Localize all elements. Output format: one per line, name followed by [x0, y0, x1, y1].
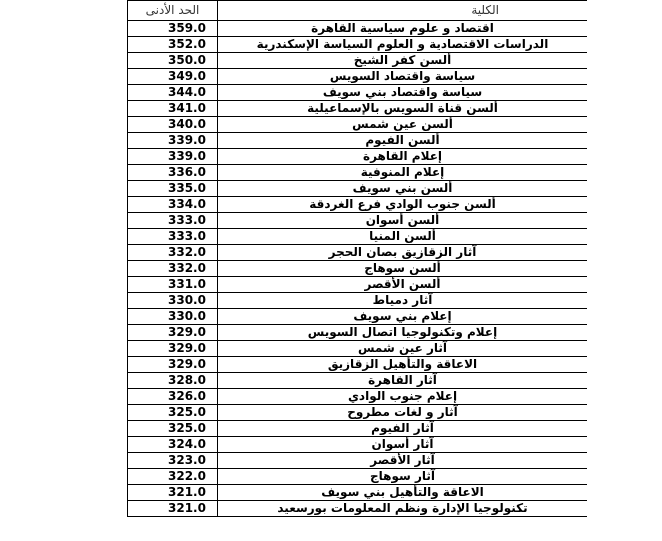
- table-row: [128, 213, 588, 229]
- table-row: [128, 501, 588, 517]
- college-name-cell: سياسة واقتصاد السويس: [218, 69, 588, 85]
- college-name-cell: آثار و لغات مطروح: [218, 405, 588, 421]
- table-row: [128, 277, 588, 293]
- table-row: [128, 53, 588, 69]
- table-row: [128, 437, 588, 453]
- table-row: [128, 101, 588, 117]
- college-name-cell: ألسن كفر الشيخ: [218, 53, 588, 69]
- min-score-cell: 325.0: [128, 421, 218, 437]
- table-body: [128, 21, 588, 517]
- table-row: [128, 405, 588, 421]
- min-score-cell: 329.0: [128, 325, 218, 341]
- min-score-cell: 341.0: [128, 101, 218, 117]
- college-name-cell: ألسن أسوان: [218, 213, 588, 229]
- min-score-cell: 321.0: [128, 501, 218, 517]
- header-college: الكلية: [218, 1, 588, 21]
- table-row: [128, 357, 588, 373]
- table-header-row: [128, 1, 588, 21]
- table-row: [128, 21, 588, 37]
- min-score-cell: 352.0: [128, 37, 218, 53]
- min-score-cell: 359.0: [128, 21, 218, 37]
- min-score-cell: 330.0: [128, 309, 218, 325]
- college-name-cell: ألسن قناة السويس بالإسماعيلية: [218, 101, 588, 117]
- min-score-cell: 334.0: [128, 197, 218, 213]
- college-name-cell: إعلام المنوفية: [218, 165, 588, 181]
- college-name-cell: ألسن بني سويف: [218, 181, 588, 197]
- college-name-cell: ألسن جنوب الوادي فرع الغردقة: [218, 197, 588, 213]
- min-score-cell: 333.0: [128, 213, 218, 229]
- college-name-cell: الاعاقة والتأهيل الزقازيق: [218, 357, 588, 373]
- table-row: [128, 133, 588, 149]
- college-name-cell: إعلام بني سويف: [218, 309, 588, 325]
- college-name-cell: ألسن سوهاج: [218, 261, 588, 277]
- min-score-cell: 350.0: [128, 53, 218, 69]
- header-min-score: الحد الأدنى: [128, 1, 218, 21]
- college-name-cell: ألسن عين شمس: [218, 117, 588, 133]
- table-row: [128, 245, 588, 261]
- table-row: [128, 373, 588, 389]
- table-row: [128, 37, 588, 53]
- table-row: [128, 117, 588, 133]
- table-row: [128, 165, 588, 181]
- college-name-cell: ألسن المنيا: [218, 229, 588, 245]
- college-name-cell: آثار أسوان: [218, 437, 588, 453]
- min-score-cell: 349.0: [128, 69, 218, 85]
- college-name-cell: آثار عين شمس: [218, 341, 588, 357]
- college-name-cell: ألسن الأقصر: [218, 277, 588, 293]
- table-row: [128, 309, 588, 325]
- min-score-cell: 339.0: [128, 149, 218, 165]
- results-sheet: [127, 0, 587, 541]
- min-score-cell: 324.0: [128, 437, 218, 453]
- min-score-cell: 326.0: [128, 389, 218, 405]
- min-score-cell: 322.0: [128, 469, 218, 485]
- college-name-cell: آثار الأقصر: [218, 453, 588, 469]
- college-name-cell: إعلام القاهرة: [218, 149, 588, 165]
- min-score-cell: 329.0: [128, 357, 218, 373]
- college-name-cell: تكنولوجيا الإدارة ونظم المعلومات بورسعيد: [218, 501, 588, 517]
- college-name-cell: إعلام وتكنولوجيا اتصال السويس: [218, 325, 588, 341]
- table-row: [128, 181, 588, 197]
- min-scores-table: [127, 0, 587, 517]
- college-name-cell: آثار القاهرة: [218, 373, 588, 389]
- min-score-cell: 333.0: [128, 229, 218, 245]
- min-score-cell: 332.0: [128, 261, 218, 277]
- min-score-cell: 344.0: [128, 85, 218, 101]
- table-row: [128, 485, 588, 501]
- table-row: [128, 149, 588, 165]
- table-row: [128, 229, 588, 245]
- min-score-cell: 325.0: [128, 405, 218, 421]
- college-name-cell: الاعاقة والتأهيل بني سويف: [218, 485, 588, 501]
- min-score-cell: 321.0: [128, 485, 218, 501]
- college-name-cell: آثار دمياط: [218, 293, 588, 309]
- college-name-cell: ألسن الفيوم: [218, 133, 588, 149]
- college-name-cell: آثار سوهاج: [218, 469, 588, 485]
- min-score-cell: 323.0: [128, 453, 218, 469]
- college-name-cell: الدراسات الاقتصادية و العلوم السياسة الإسكندرية: [218, 37, 588, 53]
- college-name-cell: آثار الزقازيق بصان الحجر: [218, 245, 588, 261]
- table-row: [128, 389, 588, 405]
- college-name-cell: اقتصاد و علوم سياسية القاهرة: [218, 21, 588, 37]
- table-row: [128, 341, 588, 357]
- college-name-cell: إعلام جنوب الوادي: [218, 389, 588, 405]
- min-score-cell: 332.0: [128, 245, 218, 261]
- min-score-cell: 329.0: [128, 341, 218, 357]
- min-score-cell: 331.0: [128, 277, 218, 293]
- table-row: [128, 69, 588, 85]
- table-row: [128, 421, 588, 437]
- table-row: [128, 325, 588, 341]
- table-row: [128, 197, 588, 213]
- table-row: [128, 293, 588, 309]
- min-score-cell: 328.0: [128, 373, 218, 389]
- min-score-cell: 339.0: [128, 133, 218, 149]
- min-score-cell: 330.0: [128, 293, 218, 309]
- college-name-cell: آثار الفيوم: [218, 421, 588, 437]
- min-score-cell: 336.0: [128, 165, 218, 181]
- table-row: [128, 469, 588, 485]
- table-row: [128, 261, 588, 277]
- min-score-cell: 335.0: [128, 181, 218, 197]
- table-row: [128, 85, 588, 101]
- min-score-cell: 340.0: [128, 117, 218, 133]
- table-row: [128, 453, 588, 469]
- college-name-cell: سياسة واقتصاد بني سويف: [218, 85, 588, 101]
